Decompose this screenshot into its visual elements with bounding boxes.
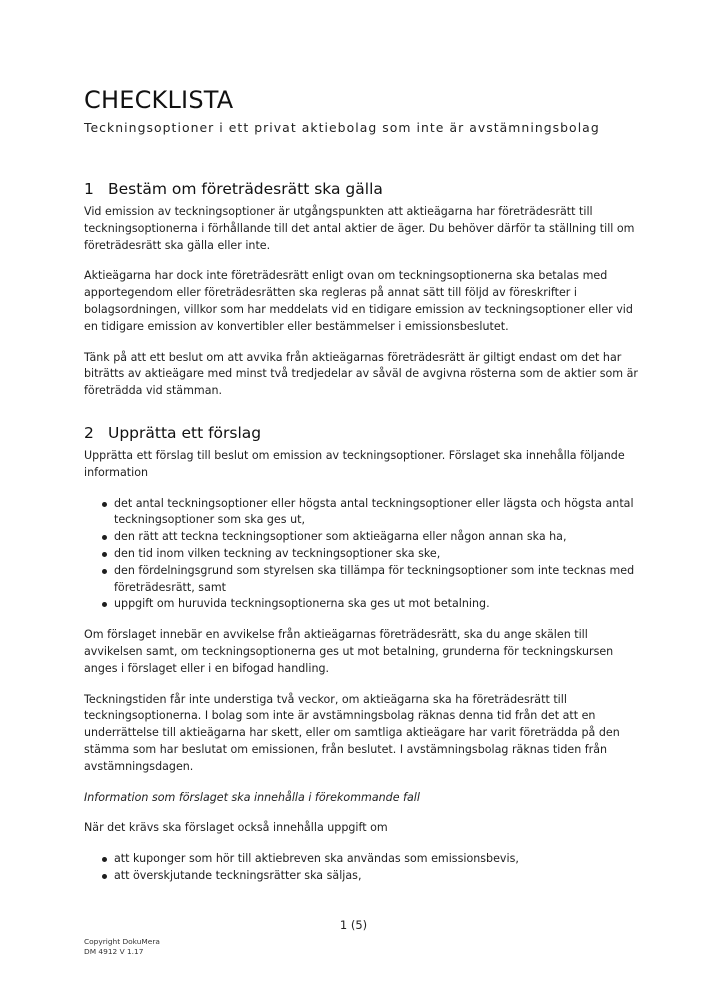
list-item: att kuponger som hör till aktiebreven ska användas som emissionsbevis, bbox=[114, 851, 644, 868]
optional-information-list bbox=[84, 851, 644, 885]
section-title-1: Bestäm om företrädesrätt ska gälla bbox=[108, 180, 383, 198]
section-heading-1 bbox=[84, 178, 644, 200]
list-item: den rätt att teckna teckningsoptioner som aktieägarna eller någon annan ska ha, bbox=[114, 529, 644, 546]
section-heading-2 bbox=[84, 422, 644, 444]
list-item: den fördelningsgrund som styrelsen ska tillämpa för teckningsoptioner som inte tecknas med företrädesrätt, samt bbox=[114, 563, 644, 597]
section2-sub-intro: När det krävs ska förslaget också innehålla uppgift om bbox=[84, 821, 388, 835]
proposal-requirements-list bbox=[84, 496, 644, 614]
list-item: att överskjutande teckningsrätter ska säljas, bbox=[114, 868, 644, 885]
section1-paragraph-1: Vid emission av teckningsoptioner är utgångspunkten att aktieägarna har företrädesrätt till teckningsoptionerna i förhållande till det antal aktier de äger. Du behöver därför ta ställning till om företrädesrätt ska gälla eller inte. bbox=[84, 205, 635, 252]
section2-intro: Upprätta ett förslag till beslut om emission av teckningsoptioner. Förslaget ska innehålla följande information bbox=[84, 448, 625, 479]
list-item: den tid inom vilken teckning av teckningsoptioner ska ske, bbox=[114, 546, 644, 563]
section-number-1: 1 bbox=[84, 180, 94, 198]
document-body bbox=[84, 178, 644, 899]
section2-period-paragraph: Teckningstiden får inte understiga två veckor, om aktieägarna ska ha företrädesrätt till teckningsoptionerna. I bolag som inte är avstämningsbolag räknas denna tid från det att en underrättelse till aktieägarna har skett, eller om samtliga aktieägare har varit företrädda på den stämma som har beslutat om emissionen, från beslutet. I avstämningsbolag räknas tiden från avstämningsdagen. bbox=[84, 692, 620, 773]
page-number: 1 (5) bbox=[339, 918, 368, 932]
footer-doc-id: DM 4912 V 1.17 bbox=[84, 947, 144, 956]
section1-paragraph-2: Aktieägarna har dock inte företrädesrätt enligt ovan om teckningsoptionerna ska betalas med apportegendom eller företrädesrätten ska regleras på annat sätt till följd av föreskrifter i bolagsordningen, villkor som har meddelats vid en tidigare emission av teckningsoptioner eller vid en tidigare emission av konvertibler eller bestämmelser i emissionsbeslutet. bbox=[84, 269, 633, 333]
section2-deviation-paragraph: Om förslaget innebär en avvikelse från aktieägarnas företrädesrätt, ska du ange skälen till avvikelsen samt, om teckningsoptionerna ges ut mot betalning, grunderna för teckningskursen anges i förslaget eller i en bifogad handling. bbox=[84, 628, 614, 675]
document-title: CHECKLISTA bbox=[84, 86, 234, 114]
footer-copyright: Copyright DokuMera bbox=[84, 937, 160, 946]
list-item: uppgift om huruvida teckningsoptionerna ska ges ut mot betalning. bbox=[114, 596, 644, 613]
section-number-2: 2 bbox=[84, 423, 94, 442]
document-subtitle: Teckningsoptioner i ett privat aktiebolag som inte är avstämningsbolag bbox=[84, 120, 600, 135]
list-item: det antal teckningsoptioner eller högsta antal teckningsoptioner eller lägsta och högsta antal teckningsoptioner som ska ges ut, bbox=[114, 496, 644, 530]
section2-subheading: Information som förslaget ska innehålla i förekommande fall bbox=[84, 790, 420, 804]
section-title-2: Upprätta ett förslag bbox=[108, 423, 262, 442]
section1-paragraph-3: Tänk på att ett beslut om att avvika från aktieägarnas företrädesrätt är giltigt endast om det har biträtts av aktieägare med minst två tredjedelar av såväl de avgivna rösterna som de aktier som är företrädda vid stämman. bbox=[84, 350, 638, 398]
footer bbox=[84, 937, 160, 957]
